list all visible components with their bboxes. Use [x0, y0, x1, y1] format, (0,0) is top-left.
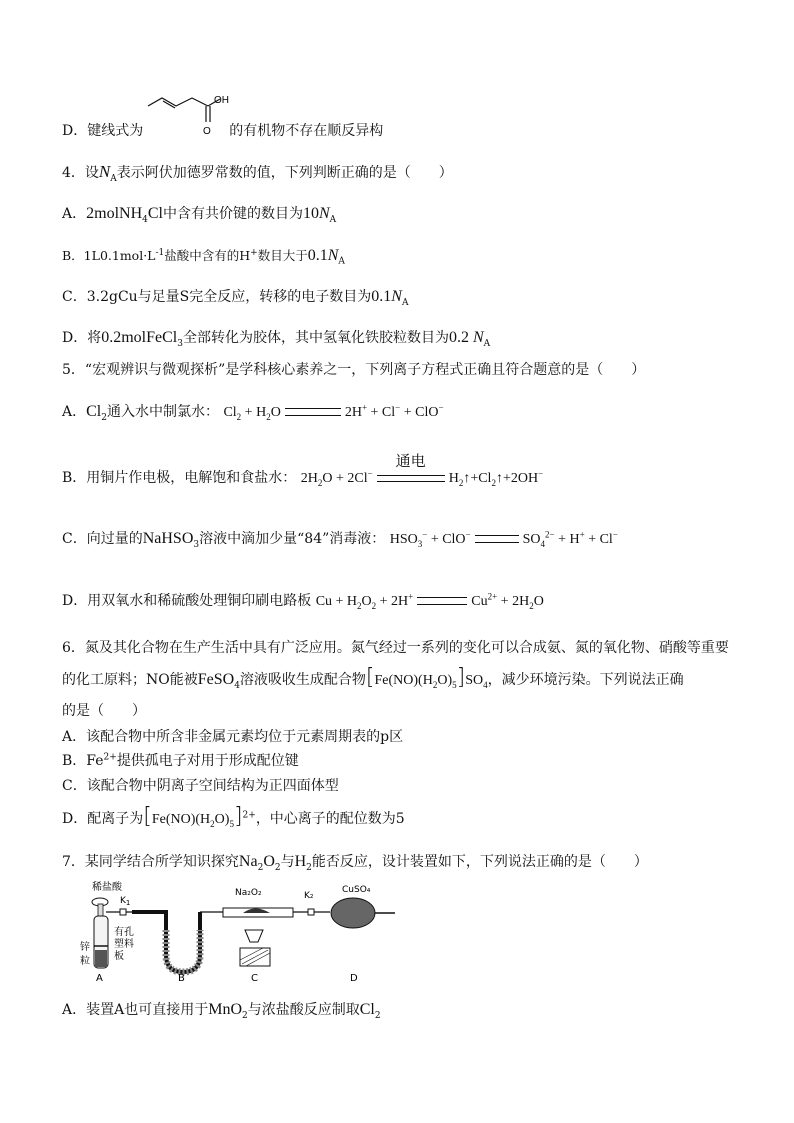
svg-text:O: O: [203, 126, 211, 137]
svg-text:B: B: [178, 973, 185, 984]
q7-stem: 7．某同学结合所学知识探究$Na_2O_2$与$H_2$能否反应，设计装置如下，下列说法正确的是（ ）: [62, 853, 648, 873]
svg-text:A: A: [96, 973, 103, 984]
q6-stem-line2: 的化工原料；NO能被FeSO$_4$溶液吸收生成配合物$[Fe(NO)(H_2O)_5]SO_4$，减少环境污染。下列说法正确: [62, 665, 684, 691]
q6-option-d: D．配离子为$[Fe(NO)(H_2O)_5]^{2+}$，中心离子的配位数为5: [62, 804, 405, 829]
equals-arrow: [475, 535, 519, 543]
svg-text:CuSO₄: CuSO₄: [342, 885, 371, 895]
label-hcl: 稀盐酸: [92, 882, 122, 893]
q5-option-a: A．$Cl_2$通入水中制氯水： $Cl_2 + H_2O$ 2H+ + Cl− + ClO−: [62, 402, 444, 423]
q4-option-a: A．2molNH$_4$Cl中含有共价键的数目为$10N_A$: [62, 205, 337, 225]
svg-text:锌: 锌: [80, 942, 90, 953]
q6-option-a: A．该配合物中所含非金属元素均位于元素周期表的p区: [62, 729, 404, 745]
q4-option-b: B．$1L0.1mol\cdot L^{-1}$盐酸中含有的H+数目大于$0.1N_A$: [62, 247, 345, 267]
svg-text:Na₂O₂: Na₂O₂: [235, 888, 262, 898]
svg-text:塑料: 塑料: [114, 939, 134, 950]
svg-text:D: D: [350, 973, 358, 984]
svg-text:OH: OH: [214, 95, 229, 106]
svg-text:粒: 粒: [80, 956, 90, 967]
q3-d-prefix: D．键线式为: [62, 123, 144, 139]
electrolysis-arrow: 通电: [377, 475, 445, 482]
equals-arrow: [285, 408, 341, 416]
q4-option-d: D．将0.2molFeCl$_3$全部转化为胶体，其中氢氧化铁胶粒数目为0.2 $N_A$: [62, 329, 491, 349]
q7-option-a: A．装置A也可直接用于MnO$_2$与浓盐酸反应制取$Cl_2$: [62, 1001, 381, 1021]
q4-stem: 4．设$N_A$表示阿伏加德罗常数的值，下列判断正确的是（ ）: [62, 162, 453, 184]
q3-d-suffix: 的有机物不存在顺反异构: [229, 123, 384, 139]
q5-stem: 5．“宏观辨识与微观探析”是学科核心素养之一，下列离子方程式正确且符合题意的是（ ）: [62, 362, 646, 378]
q5-option-b: B．用铜片作电极，电解饱和食盐水： $2H_2O + 2Cl^-$ 通电 $H_2↑+Cl_2↑+2OH^-$: [62, 451, 544, 488]
q6-option-c: C．该配合物中阴离子空间结构为正四面体型: [62, 778, 339, 794]
q6-stem-line3: 的是（ ）: [62, 703, 146, 719]
svg-text:C: C: [251, 973, 258, 984]
svg-text:K1: $K_1$: [120, 896, 131, 907]
q6-option-b: B．$Fe^{2+}$提供孤电子对用于形成配位键: [62, 752, 299, 769]
q5-option-d: D．用双氧水和稀硫酸处理铜印刷电路板 $Cu + H_2O_2 + 2H^+$ $Cu^{2+} + 2H_2O$: [62, 591, 544, 611]
svg-text:有孔: 有孔: [114, 927, 134, 938]
q7-apparatus-diagram: [80, 880, 400, 985]
q5-option-c: C．向过量的NaHSO$_3$溶液中滴加少量“84”消毒液： $HSO_3^- + ClO^-$ $SO_4^{2-} + H^+ + Cl^-$: [62, 529, 618, 550]
crotonic-acid-structure: [146, 92, 236, 138]
q4-option-c: C．3.2gCu与足量S完全反应，转移的电子数目为$0.1N_A$: [62, 288, 409, 308]
svg-text:板: 板: [114, 951, 124, 962]
svg-text:K₂: K₂: [304, 891, 314, 901]
equals-arrow: [417, 597, 467, 605]
q6-stem-line1: 6．氮及其化合物在生产生活中具有广泛应用。氮气经过一系列的变化可以合成氨、氮的氧化物、硝酸等重要: [62, 640, 729, 656]
